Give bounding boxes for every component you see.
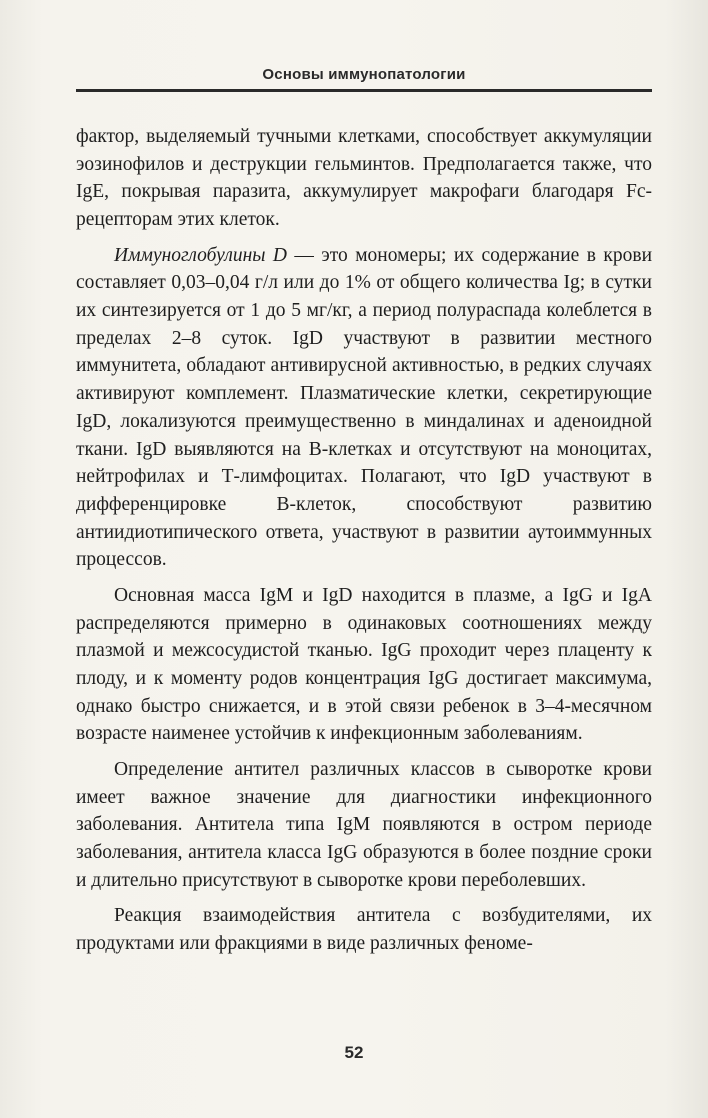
page-number: 52 (344, 1043, 364, 1062)
paragraph-text: фактор, выделяемый тучными клетками, способствует аккумуляции эозинофилов и деструкции гельминтов. Предполагается также, что IgE, покрывая паразита, аккумулирует макрофаги благодаря Fc-рецепторам этих клеток. (76, 126, 652, 231)
paragraph-ige-continuation (76, 123, 652, 234)
paragraph-distribution (76, 582, 652, 748)
italic-term: Иммуноглобулины D (114, 244, 287, 266)
paragraph-text: — это мономеры; их содержание в крови составляет 0,03–0,04 г/л или до 1% от общего количества Ig; в сутки их синтезируется от 1 до 5 мг/кг, а период полураспада колеблется в пределах 2–8 суток. IgD участвуют в развитии местного иммунитета, обладают антивирусной активностью, в редких случаях активируют комплемент. Плазматические клетки, секретирующие IgD, локализуются преимущественно в миндалинах и аденоидной ткани. IgD выявляются на В-клетках и отсутствуют на моноцитах, нейтрофилах и Т-лимфоцитах. Полагают, что IgD участвуют в дифференцировке В-клеток, способствуют развитию антиидиотипического ответа, участвуют в развитии аутоиммунных процессов. (76, 244, 653, 571)
paragraph-text: Определение антител различных классов в сыворотке крови имеет важное значение для диагностики инфекционного заболевания. Антитела типа IgM появляются в остром периоде заболевания, антитела класса IgG образуются в более поздние сроки и длительно присутствуют в сыворотке крови переболевших. (76, 758, 652, 891)
paragraph-text: Реакция взаимодействия антитела с возбудителями, их продуктами или фракциями в виде различных феноме- (76, 905, 652, 954)
paragraph-diagnostics (76, 756, 652, 895)
running-head-title: Основы иммунопатологии (262, 66, 466, 83)
paragraph-igd (76, 242, 652, 574)
header-rule (76, 89, 652, 92)
body-text (76, 123, 652, 965)
paragraph-text: Основная масса IgM и IgD находится в плазме, а IgG и IgA распределяются примерно в одинаковых соотношениях между плазмой и межсосудистой тканью. IgG проходит через плаценту к плоду, и к моменту родов концентрация IgG достигает максимума, однако быстро снижается, и в этой связи ребенок в 3–4-месячном возрасте наименее устойчив к инфекционным заболеваниям. (76, 584, 652, 745)
paragraph-reaction (76, 902, 652, 957)
